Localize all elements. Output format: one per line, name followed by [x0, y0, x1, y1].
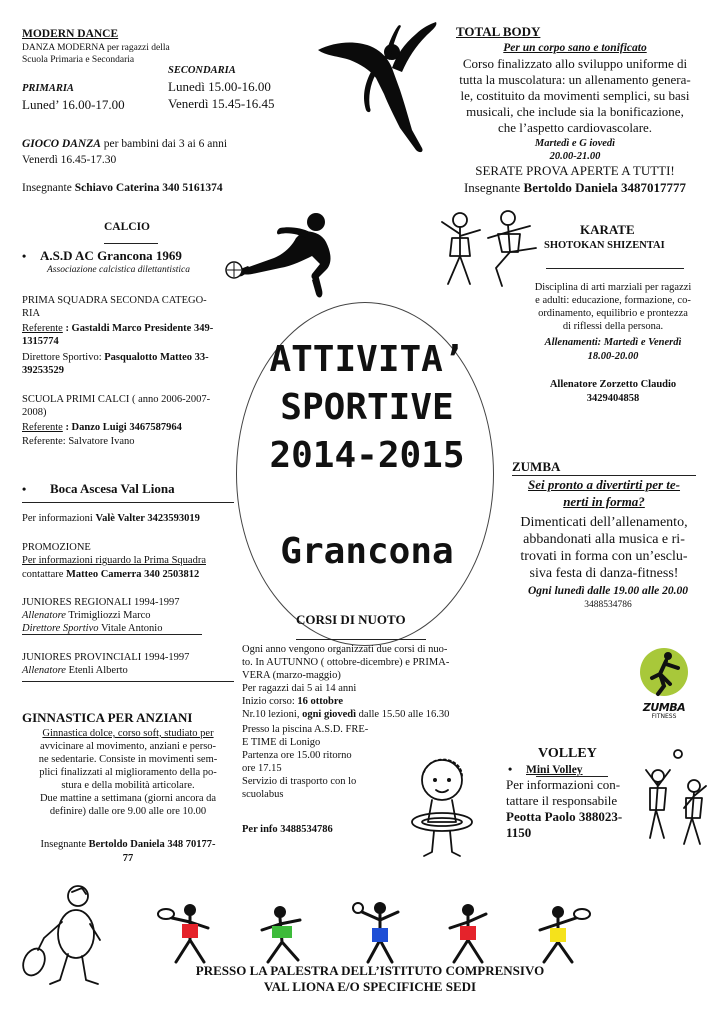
ginnastica-line: ne sedentarie. Consiste in movimenti sem- — [38, 754, 218, 765]
ref-name: : Gastaldi Marco Presidente 349- — [62, 323, 214, 334]
contact-prefix: contattare — [22, 569, 67, 580]
nuoto-line: Partenza ore 15.00 ritorno — [242, 750, 352, 761]
total-body-teacher — [440, 180, 710, 196]
zumba-phone: 3488534786 — [584, 600, 632, 610]
start-prefix: Inizio corso: — [242, 696, 298, 707]
gioco-danza-line — [22, 137, 227, 151]
zumba-when: Ogni lunedì dalle 19.00 alle 20.00 — [527, 585, 689, 597]
gioco-danza-text: per bambini dai 3 ai 6 anni — [100, 138, 228, 150]
ginnastica-teacher — [20, 838, 236, 851]
desc-line: siva festa di danza-fitness! — [529, 566, 679, 581]
boca-bottom-divider — [22, 681, 234, 682]
desc-line: di riflessi della persona. — [562, 321, 664, 332]
calcio-club — [22, 248, 182, 264]
info-prefix: Per informazioni — [22, 513, 96, 524]
sports-figures-banner — [130, 900, 608, 966]
title-line2: SPORTIVE — [280, 387, 454, 428]
ref2-name: : Danzo Luigi 3467587964 — [62, 422, 182, 433]
ginnastica-teacher-phone: 77 — [122, 853, 134, 864]
footer-line2: VAL LIONA E/O SPECIFICHE SEDI — [263, 979, 477, 994]
nuoto-line: Ogni anno vengono organizzati due corsi di nuo- — [242, 644, 448, 655]
volley-line: Per informazioni con- — [506, 777, 621, 792]
desc-line: Corso finalizzato allo sviluppo uniforme di — [462, 56, 688, 71]
nuoto-line: scuolabus — [242, 789, 284, 800]
karate-illustration — [436, 208, 548, 292]
karate-phone: 3429404858 — [586, 393, 640, 404]
footer-line1: PRESSO LA PALESTRA DELL’ISTITUTO COMPRENSIVO — [195, 963, 545, 978]
lessons-suffix: dalle 15.50 alle 16.30 — [356, 709, 450, 720]
modern-dance-sub1: DANZA MODERNA per ragazzi della — [22, 43, 170, 53]
juniores-regionali-allenatore — [22, 609, 151, 622]
total-body-heading: TOTAL BODY — [456, 24, 541, 39]
zumba-logo-icon — [634, 644, 694, 702]
nuoto-line: Presso la piscina A.S.D. FRE- — [242, 724, 369, 735]
ref-label: Referente — [22, 323, 63, 334]
start-date: 16 ottobre — [297, 696, 343, 707]
boca-heading — [22, 481, 175, 497]
total-body-time: 20.00-21.00 — [549, 151, 601, 162]
karate-coach: Allenatore Zorzetto Claudio — [549, 379, 677, 390]
zumba-logo-text: ZUMBA — [642, 701, 686, 714]
calcio-club-sub: Associazione calcistica dilettantistica — [47, 265, 191, 275]
teacher-prefix: Insegnante — [40, 839, 89, 850]
volley-heading: VOLLEY — [538, 746, 597, 761]
total-body-subheading: Per un corpo sano e tonificato — [503, 42, 647, 54]
teacher-name: Bertoldo Daniela 3487017777 — [523, 180, 687, 195]
ginnastica-line: stura e della mobilità articolare. — [61, 780, 195, 791]
main-title — [232, 336, 502, 480]
ginnastica-line: Ginnastica dolce, corso soft, studiato per — [42, 728, 214, 739]
calcio-heading: CALCIO — [104, 221, 151, 233]
desc-line: che l’aspetto cardiovascolare. — [497, 120, 653, 135]
desc-line: musicali, che include sia la bonificazione, — [466, 104, 684, 119]
ginnastica-line: Due mattine a settimana (giorni ancora da — [39, 793, 217, 804]
ginnastica-heading: GINNASTICA PER ANZIANI — [22, 710, 193, 725]
zumba-logo — [634, 644, 694, 724]
tennis-player-illustration — [20, 880, 106, 990]
nuoto-heading: CORSI DI NUOTO — [296, 612, 406, 627]
zumba-heading: ZUMBA — [512, 459, 561, 474]
karate-desc — [508, 281, 718, 333]
nuoto-line: ore 17.15 — [242, 763, 282, 774]
juniores-divider — [22, 634, 202, 635]
promozione-label: PROMOZIONE — [22, 542, 91, 553]
ds-label: Direttore Sportivo: — [22, 352, 105, 363]
calcio-divider — [104, 243, 158, 244]
karate-training: Allenamenti: Martedì e Venerdì — [544, 337, 682, 348]
modern-dance-sub2: Scuola Primaria e Secondaria — [22, 55, 135, 65]
ginnastica-line: avvicinare al movimento, anziani e perso- — [39, 741, 217, 752]
scuola-calcio-1: SCUOLA PRIMI CALCI ( anno 2006-2007- — [22, 394, 211, 405]
calcio-direttore — [22, 351, 209, 364]
desc-line: Disciplina di arti marziali per ragazzi — [534, 282, 692, 293]
scuola-calcio-2: 2008) — [22, 407, 47, 418]
swimmer-illustration — [404, 752, 480, 864]
desc-line: le, costituito da movimenti semplici, su basi — [460, 88, 690, 103]
contact-name: Matteo Camerra 340 2503812 — [66, 569, 200, 580]
allenatore-label: Allenatore — [22, 610, 66, 621]
juniores-provinciali-allenatore — [22, 664, 128, 677]
volley-contact-phone: 1150 — [506, 825, 532, 840]
promozione-info: Per informazioni riguardo la Prima Squadra — [22, 555, 206, 566]
mini-volley-item — [508, 762, 583, 777]
calcio-referente3: Referente: Salvatore Ivano — [22, 436, 135, 447]
volley-contact: Peotta Paolo 388023- — [506, 809, 623, 824]
desc-line: trovati in forma con un’esclu- — [520, 549, 688, 564]
lessons-prefix: Nr.10 lezioni, — [242, 709, 303, 720]
nuoto-start — [242, 695, 482, 708]
primaria-label: PRIMARIA — [22, 83, 74, 94]
ref2-label: Referente — [22, 422, 63, 433]
calcio-direttore-phone: 39253529 — [22, 365, 64, 376]
zumba-tagline2: nerti in forma? — [563, 494, 645, 509]
teacher-prefix: Insegnante — [22, 182, 75, 194]
ginnastica-desc — [20, 727, 236, 818]
nuoto-line: E TIME di Lonigo — [242, 737, 321, 748]
karate-heading: KARATE — [580, 222, 635, 237]
modern-dance-heading: MODERN DANCE — [22, 28, 119, 40]
direttore-label: Direttore Sportivo — [22, 623, 99, 634]
direttore-name: Vitale Antonio — [98, 623, 163, 634]
nuoto-lessons — [242, 708, 482, 721]
desc-line: tutta la muscolatura: un allenamento genera- — [459, 72, 691, 87]
lessons-day: ogni giovedì — [302, 709, 357, 720]
promozione-contact — [22, 568, 199, 581]
karate-style: SHOTOKAN SHIZENTAI — [544, 240, 665, 251]
primaria-time: Luned’ 16.00-17.00 — [22, 97, 125, 112]
total-body-trial: SERATE PROVA APERTE A TUTTI! — [475, 163, 675, 178]
allenatore-name: Trimigliozzi Marco — [65, 610, 151, 621]
nuoto-details — [242, 723, 402, 801]
prima-squadra-2: RIA — [22, 308, 41, 319]
boca-info — [22, 512, 200, 525]
ds-name: Pasqualotto Matteo 33- — [104, 352, 209, 363]
gioco-danza-label: GIOCO DANZA — [22, 138, 101, 150]
secondaria-label: SECONDARIA — [168, 65, 236, 76]
nuoto-info: Per info 3488534786 — [242, 824, 333, 835]
nuoto-line: VERA (marzo-maggio) — [242, 670, 341, 681]
teacher-prefix: Insegnante — [463, 180, 524, 195]
boca-divider — [22, 502, 234, 503]
desc-line: Dimenticati dell’allenamento, — [520, 515, 688, 530]
total-body-days: Martedì e G iovedì — [534, 138, 616, 149]
total-body-desc — [440, 56, 710, 136]
nuoto-intro — [242, 643, 482, 721]
dancer-illustration — [296, 12, 444, 162]
volley-info — [506, 777, 634, 841]
info-name: Valè Valter 3423593019 — [95, 513, 200, 524]
nuoto-divider — [296, 639, 426, 640]
soccer-player-illustration — [222, 208, 352, 304]
ginnastica-line: plici finalizzati al miglioramento della po- — [39, 767, 217, 778]
zumba-logo-sub: FITNESS — [651, 713, 677, 720]
karate-time: 18.00-20.00 — [587, 351, 639, 362]
allenatore-name: Etenli Alberto — [65, 665, 128, 676]
zumba-tagline1: Sei pronto a divertirti per te- — [527, 477, 681, 492]
teacher-name: Schiavo Caterina 340 5161374 — [74, 182, 223, 194]
desc-line: e adulti: educazione, formazione, co- — [535, 295, 691, 306]
juniores-provinciali: JUNIORES PROVINCIALI 1994-1997 — [22, 652, 190, 663]
boca-name: Boca Ascesa Val Liona — [50, 481, 175, 496]
desc-line: abbandonati alla musica e ri- — [523, 532, 685, 547]
calcio-referente2 — [22, 421, 182, 434]
title-line1: ATTIVITA’ — [269, 339, 465, 380]
club-name: A.S.D AC Grancona 1969 — [40, 248, 182, 263]
mini-volley-label: Mini Volley — [526, 764, 583, 776]
karate-divider — [546, 268, 684, 269]
secondaria-time1: Lunedì 15.00-16.00 — [168, 79, 271, 94]
zumba-divider — [512, 475, 696, 476]
teacher-name: Bertoldo Daniela 348 70177- — [88, 839, 216, 850]
secondaria-time2: Venerdì 15.45-16.45 — [168, 96, 275, 111]
title-line3: 2014-2015 — [269, 435, 465, 476]
volleyball-illustration — [636, 746, 716, 852]
calcio-referente-phone: 1315774 — [22, 336, 59, 347]
nuoto-line: Servizio di trasporto con lo — [242, 776, 357, 787]
title-line4: Grancona — [280, 531, 454, 572]
modern-dance-teacher — [22, 181, 223, 195]
zumba-desc — [504, 514, 704, 582]
allenatore-label: Allenatore — [22, 665, 66, 676]
juniores-regionali: JUNIORES REGIONALI 1994-1997 — [22, 597, 180, 608]
ginnastica-line: definire) dalle ore 9.00 alle ore 10.00 — [49, 806, 207, 817]
nuoto-line: to. In AUTUNNO ( ottobre-dicembre) e PRIMA- — [242, 657, 450, 668]
volley-line: tattare il responsabile — [506, 793, 618, 808]
desc-line: ordinamento, equilibrio e prontezza — [538, 308, 688, 319]
gioco-danza-time: Venerdì 16.45-17.30 — [22, 154, 117, 166]
prima-squadra-1: PRIMA SQUADRA SECONDA CATEGO- — [22, 295, 207, 306]
nuoto-line: Per ragazzi dai 5 ai 14 anni — [242, 683, 357, 694]
calcio-referente — [22, 322, 213, 335]
